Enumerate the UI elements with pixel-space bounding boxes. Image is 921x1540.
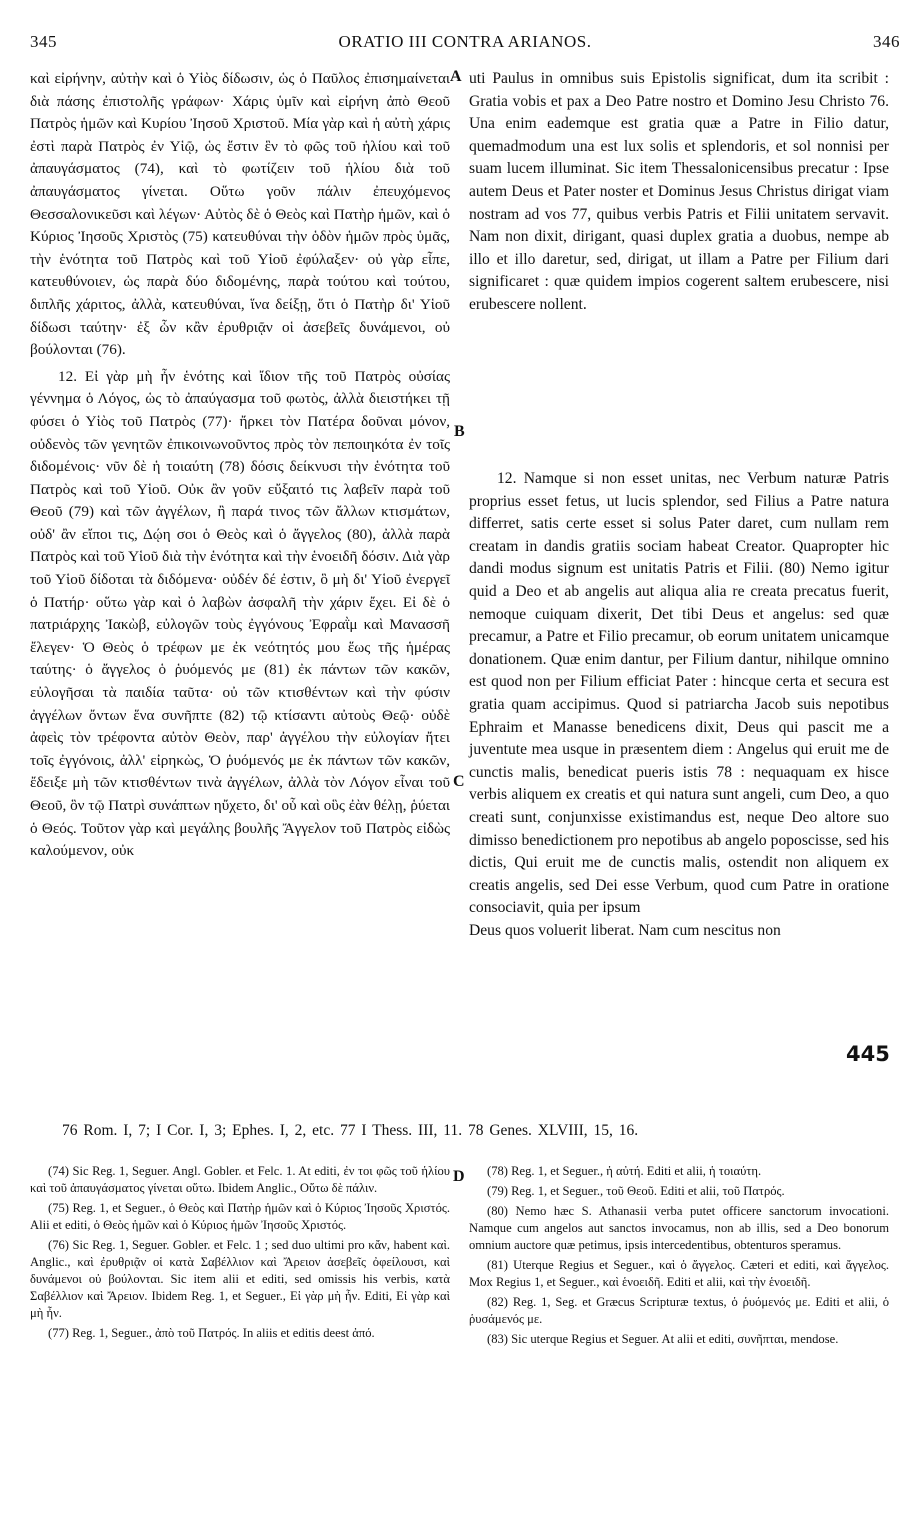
- greek-paragraph-2: 12. Εἰ γὰρ μὴ ἦν ἑνότης καὶ ἴδιον τῆς τοῦ Πατρὸς οὐσίας γέννημα ὁ Λόγος, ὡς τὸ ἀπαύγασμα τοῦ φωτὸς, ἀλλὰ διειστήκει τῇ φύσει ὁ Υἱὸς τοῦ Πατρὸς (77)· ἤρκει τὸν Πατέρα δοῦναι μόνον, οὐδενὸς τῶν γενητῶν ἐπικοινωνοῦντος πρὸς τὸν πεποιηκότα ἐν τοῖς διδομένοις· νῦν δὲ ἡ τοιαύτη (78) δόσις δείκνυσι τὴν ἑνότητα τοῦ Πατρὸς καὶ τοῦ Υἱοῦ. Οὐκ ἂν γοῦν εὔξαιτό τις λαβεῖν παρὰ τοῦ Θεοῦ (79) καὶ τῶν ἀγγέλων, ἢ παρά τινος τῶν ἄλλων κτισμάτων, οὐδ' ἂν εἴποι τις, Δῴη σοι ὁ Θεὸς καὶ ὁ ἄγγελος (80), ἀλλὰ παρὰ Πατρὸς καὶ τοῦ Υἱοῦ διὰ τὴν ἑνότητα καὶ τὴν ἑνοειδῆ δόσιν. Διὰ γὰρ τοῦ Υἱοῦ δίδοται τὰ διδόμενα· οὐδέν δέ ἐστιν, ὃ μὴ δι' Υἱοῦ ἐνεργεῖ ὁ Πατήρ· οὕτω γὰρ καὶ ὁ λαβὼν ἀσφαλῆ τὴν χάριν ἔχει. Εἰ δὲ ὁ πατριάρχης Ἰακὼβ, εὐλογῶν τοὺς ἐγγόνους Ἐφραῒμ καὶ Μανασσῆ ἔλεγεν· Ὁ Θεὸς ὁ τρέφων με ἐκ νεότητός μου ἕως τῆς ἡμέρας ταύτης· ὁ ἄγγελος ὁ ῥυόμενός με (81) ἐκ πάντων τῶν κακῶν, εὐλογῆσαι τὰ παιδία ταῦτα· οὐ τῶν κτισθέντων καὶ τὴν φύσιν ἀγγέλων ὄντων ἕνα συνῆπτε (82) τῷ κτίσαντι αὐτοὺς Θεῷ· οὐδὲ ἀφεὶς τὸν τρέφοντα αὐτὸν Θεὸν, παρ' ἀγγέλου τὴν εὐλογίαν ἤτει τοῖς ἐγγόνοις, ἀλλ' εἰρηκὼς, Ὁ ῥυόμενός με ἐκ πάντων τῶν κακῶν, ἔδειξε μὴ τῶν κτισθέντων τινὰ ἀγγέλων, ἀλλὰ τὸν Λόγον εἶναι τοῦ Θεοῦ, ὃν τῷ Πατρὶ συνάπτων ηὔχετο, δι' οὗ καὶ οὓς ἐὰν θέλῃ, ῥύεται ὁ Θεός. Τοῦτον γὰρ καὶ μεγάλης βουλῆς Ἄγγελον τοῦ Πατρὸς εἰδὼς καλούμενον, οὐκ: [30, 367, 450, 860]
- latin-column-bottom: [469, 468, 889, 942]
- greek-column: [30, 68, 450, 863]
- footnote: (82) Reg. 1, Seg. et Græcus Scripturæ textus, ὁ ῥυόμενός με. Editi et alii, ὁ ῥυσάμενός με.: [469, 1295, 889, 1326]
- footnote: (83) Sic uterque Regius et Seguer. At alii et editi, συνῆπται, mendose.: [487, 1332, 839, 1346]
- latin-column-top: [469, 68, 889, 317]
- page-number-right: 346: [873, 32, 900, 51]
- footnote: (75) Reg. 1, et Seguer., ὁ Θεὸς καὶ Πατὴρ ἡμῶν καὶ ὁ Κύριος Ἰησοῦς Χριστός. Alii et editi, ὁ Θεὸς ἡμῶν καὶ ὁ Κύριος ἡμῶν Ἰησοῦς Χριστός.: [30, 1201, 450, 1232]
- column-page-number: 445: [846, 1042, 890, 1066]
- footnote: (81) Uterque Regius et Seguer., καὶ ὁ ἄγγελος. Cæteri et editi, καὶ ἄγγελος. Mox Regius 1, et Seguer., καὶ ἑνοειδῆ. Editi et alii, καὶ τὴν ἑνοειδῆ.: [469, 1258, 889, 1289]
- margin-marker-a: A: [450, 68, 462, 85]
- greek-paragraph-1: καὶ εἰρήνην, αὐτὴν καὶ ὁ Υἱὸς δίδωσιν, ὡς ὁ Παῦλος ἐπισημαίνεται διὰ πάσης ἐπιστολῆς γράφων· Χάρις ὑμῖν καὶ εἰρήνη ἀπὸ Θεοῦ Πατρὸς ἡμῶν καὶ Κυρίου Ἰησοῦ Χριστοῦ. Μία γὰρ καὶ ἡ αὐτὴ χάρις ἐστὶ παρὰ Πατρὸς ἐν Υἱῷ, ὡς ἔστιν ἓν τὸ φῶς τοῦ ἡλίου καὶ τοῦ ἀπαυγάσματος (74), καὶ τὸ φωτίζειν τοῦ ἡλίου διὰ τοῦ ἀπαυγάσματος γίνεται. Οὕτω γοῦν πάλιν ἐπευχόμενος Θεσσαλονικεῦσι καὶ λέγων· Αὐτὸς δὲ ὁ Θεὸς καὶ Πατὴρ ἡμῶν, καὶ ὁ Κύριος Ἰησοῦς Χριστὸς (75) κατευθύναι τὴν ὁδὸν ἡμῶν πρὸς ὑμᾶς, τὴν ἑνότητα τοῦ Πατρὸς καὶ τοῦ Υἱοῦ ἐφύλαξεν· οὐ γὰρ εἶπε, κατευθύνοιεν, ὡς παρὰ δύο διδομένης, παρὰ τούτου καὶ τούτου, διπλῆς χάριτος, ἀλλὰ, κατευθύναι, ἵνα δείξῃ, ὅτι ὁ Πατὴρ δι' Υἱοῦ δίδωσι ταύτην· ἐξ ὧν κἂν ἐρυθριᾷν οἱ ἀσεβεῖς δυνάμενοι, οὐ βούλονται (76).: [30, 70, 450, 359]
- latin-last-line: Deus quos voluerit liberat. Nam cum nescitus non: [469, 921, 781, 939]
- page-number-left: 345: [30, 32, 57, 51]
- latin-paragraph-2: 12. Namque si non esset unitas, nec Verbum naturæ Patris proprius esset fetus, ut lucis splendor, sed Filius a Patre natura differret, satis certe esset si solus Pater daret, cum nullam rem creatam in dandis gratiis sociam habeat Creator. Quapropter hic dandi modus signum est unitatis Patris et Filii. (80) Nemo igitur quid a Deo et ab angelis aut aliqua alia re creata precatus fuerit, nemoque cuiquam dixerit, Det tibi Deus et angelus: sed quæ precamur, a Patre et Filio precamur, ob eorum unitatem unicamque donationem. Quæ enim dantur, per Filium dantur, nihilque omnino est quod non per Filium efficiat Pater : hincque certa et secura est gratia quam accipimus. Quod si patriarcha Jacob suis nepotibus Ephraim et Manasse benedicens dixit, Deus qui pascit me a juventute mea usque in præsentem diem : Angelus qui eruit me de cunctis malis, benedicat pueris istis 78 : nequaquam ex hisce verbis aliquem ex creatis et qui natura sunt angeli, cum Deo, a quo creati sunt, conjunxisse existimandus est, neque Deo altore suo dimisso benedictionem pro nepotibus ab angelo poposcisse, sed his dictis, Qui eruit me de cunctis malis, ostendit non aliquem ex creatis angelis, sed Dei esse Verbum, quod cum Patre in oratione consociavit, quia per ipsum: [469, 470, 889, 917]
- footnote: (77) Reg. 1, Seguer., ἀπὸ τοῦ Πατρός. In aliis et editis deest ἀπό.: [48, 1326, 375, 1340]
- running-header: [30, 32, 900, 58]
- latin-paragraph-1: uti Paulus in omnibus suis Epistolis significat, dum ita scribit : Gratia vobis et pax a Deo Patre nostro et Domino Jesu Christo 76. Una enim eademque est gratia quæ a Patre in Filio datur, quemadmodum una est lux solis et splendoris, et sol nonnisi per suam lucem illuminat. Sic item Thessalonicensibus precatur : Ipse autem Deus et Pater noster et Dominus Jesus Christus dirigat viam nostram ad vos 77, quibus verbis Patris et Filii unitatem servavit. Nam non dixit, dirigant, quasi duplex gratia a duobus, nempe ab illo et illo daretur, sed, dirigat, ut illam a Patre per Filium dari significaret : quæ quidem impios cogerent saltem erubescere, nisi erubescere nollent.: [469, 70, 889, 313]
- footnote: (80) Nemo hæc S. Athanasii verba putet officere sanctorum invocationi. Namque cum angelos aut sanctos invocamus, non ab illis, sed a Deo bonorum omnium auctore quæ petimus, ipsis intercedentibus, obtenturos speramus.: [469, 1204, 889, 1252]
- margin-marker-c: C: [453, 773, 465, 790]
- footnotes-right: [469, 1163, 889, 1351]
- running-title: ORATIO III CONTRA ARIANOS.: [338, 32, 592, 51]
- footnote: (76) Sic Reg. 1, Seguer. Gobler. et Felc. 1 ; sed duo ultimi pro κἄν, habent καὶ. Anglic., καὶ ἐρυθριᾷν οἱ κατὰ Σαβέλλιον καὶ Ἄρειον ἀσεβεῖς ὀφείλουσι, καὶ δυνάμενοι οὐ βούλονται. Sic item alii et editi, sed omissis his verbis, κατὰ Σαβέλλιον καὶ Ἄρειον. Ibidem Reg. 1, et Seguer., Εἰ γὰρ μὴ ἦν. Editi, Εἰ γὰρ καὶ μὴ ἦν.: [30, 1238, 450, 1320]
- margin-marker-d: D: [453, 1168, 465, 1185]
- footnote: (79) Reg. 1, et Seguer., τοῦ Θεοῦ. Editi et alii, τοῦ Πατρός.: [487, 1184, 785, 1198]
- footnotes-left: [30, 1163, 450, 1345]
- footnote: (78) Reg. 1, et Seguer., ἡ αὐτή. Editi et alii, ἡ τοιαύτη.: [487, 1164, 762, 1178]
- margin-marker-b: B: [454, 423, 465, 440]
- scripture-references: 76 Rom. I, 7; I Cor. I, 3; Ephes. I, 2, etc. 77 I Thess. III, 11. 78 Genes. XLVIII, 15, 16.: [62, 1122, 639, 1139]
- footnote: (74) Sic Reg. 1, Seguer. Angl. Gobler. et Felc. 1. At editi, ἐν τοι φῶς τοῦ ἡλίου καὶ τοῦ ἀπαυγάσματος γίνεται οὕτω. Ibidem Anglic., Οὕτω δὲ πάλιν.: [30, 1164, 450, 1195]
